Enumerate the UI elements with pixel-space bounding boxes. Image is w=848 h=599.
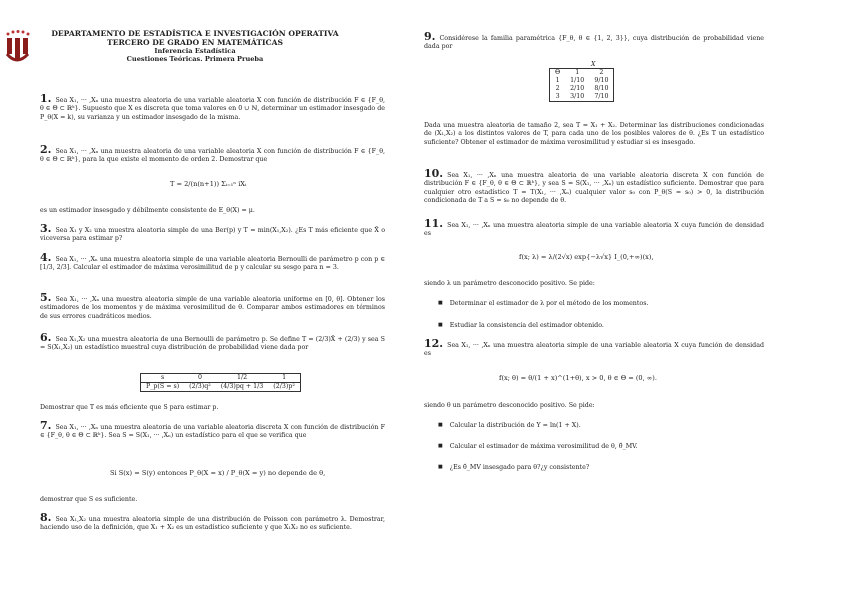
question-text: Dada una muestra aleatoria de tamaño 2, sea T = X₁ + X₂. Determinar las distribuciones condicionadas de (X₁,X₂) a los distintos valores de T, para cada uno de los posibles valores de θ. ¿Es T un estadístico suficiente? Obtener el estimador de máxima verosimilitud y estudiar si es insesgado. <box>424 122 764 146</box>
table-cell: 0 <box>197 374 202 381</box>
table-cell: 7/10 <box>594 93 609 100</box>
table-cell: 3 <box>555 93 560 100</box>
question-text: Sea X₁, ··· ,Xₙ una muestra aleatoria simple de una variable aleatoria X cuya función de densidad es <box>424 222 764 238</box>
question-text: Sea X₁ y X₂ una muestra aleatoria simple de una Ber(p) y T = min(X₁,X₂). ¿Es T más eficiente que X̄ o viceversa para estimar p? <box>40 227 385 243</box>
question-11 <box>424 217 764 239</box>
question-text: Sea X₁, ··· ,Xₙ una muestra aleatoria simple de una variable aleatoria Bernoulli de parámetro p con p ∈ [1/3, 2/3]. Calcular el estimador de máxima verosimilitud de p y calcular su sesgo para n = 3. <box>40 256 385 272</box>
table-cell: 9/10 <box>594 77 609 84</box>
table-cell: 1/10 <box>570 77 585 84</box>
question-6-conclusion <box>40 404 385 412</box>
question-text: Sea X₁, ··· ,Xₙ una muestra aleatoria simple de una variable aleatoria X cuya función de densidad es <box>424 342 764 358</box>
table-question-9 <box>549 68 614 102</box>
question-number: 8. <box>40 511 52 524</box>
question-text: Sea X₁, ··· ,Xₙ una muestra aleatoria de una variable aleatoria discreta X con función de distribución F ∈ {F_θ, θ ∈ Θ ⊂ ℝᵏ}. Sea S = S(X₁, ··· ,Xₙ) un estadístico para el que se verifica que <box>40 424 385 440</box>
equation-12: f(x; θ) = θ/(1 + x)^(1+θ), x > 0, θ ∈ Θ = (0, ∞). <box>499 374 657 382</box>
question-text: Sea X₁, ··· ,Xₙ una muestra aleatoria de una variable aleatoria X con función de distribución F ∈ {F_θ, θ ∈ Θ ⊂ ℝᵏ}. Supuesto que X es discreta que toma valores en 0 ∪ ℕ, determinar un estimador insesgado de P_θ(X = k), su varianza y un estimador insesgado de la misma. <box>40 97 385 121</box>
table-cell: (2/3)p² <box>273 383 295 390</box>
question-number: 2. <box>40 143 52 156</box>
equation-2: T = 2/(n(n+1)) Σᵢ₌₁ⁿ iXᵢ <box>170 180 247 188</box>
bullet-item: ■ Calcular la distribución de Y = ln(1 + X). <box>438 422 581 429</box>
question-number: 9. <box>424 30 436 43</box>
question-text: siendo θ un parámetro desconocido positivo. Se pide: <box>424 402 595 409</box>
bullet-item: ■ Estudiar la consistencia del estimador obtenido. <box>438 322 604 329</box>
question-text: Sea X₁,X₂ una muestra aleatoria simple de una distribución de Poisson con parámetro λ. Demostrar, haciendo uso de la definición, que X₁ + X₂ es un estadístico suficiente y que X₁X₂ no es suficiente. <box>40 516 385 532</box>
question-text: Considérese la familia paramétrica {F_θ, θ ∈ {1, 2, 3}}, cuya distribución de probabilidad viene dada por <box>424 35 764 51</box>
question-number: 5. <box>40 291 52 304</box>
header-degree: TERCERO DE GRADO EN MATEMÁTICAS <box>107 37 283 47</box>
header-subject: Inferencia Estadística <box>154 47 236 55</box>
question-7 <box>40 419 385 441</box>
table-cell: s <box>160 374 165 381</box>
question-2 <box>40 143 385 165</box>
question-number: 3. <box>40 222 52 235</box>
table-cell: Θ <box>555 69 561 76</box>
table-cell: 1 <box>575 69 580 76</box>
question-number: 11. <box>424 217 444 230</box>
question-12 <box>424 337 764 359</box>
table-cell: 2 <box>599 69 604 76</box>
question-number: 4. <box>40 251 52 264</box>
question-text: Sea X₁,X₂ una muestra aleatoria de una Bernoulli de parámetro p. Se define T = (2/3)X̄ + (2/3) y sea S = S(X₁,X₂) un estadístico muestral cuya distribución de probabilidad viene dada por <box>40 336 385 352</box>
question-number: 7. <box>40 419 52 432</box>
question-10 <box>424 167 764 205</box>
question-text: siendo λ un parámetro desconocido positivo. Se pide: <box>424 280 595 287</box>
table-cell: P_p(S = s) <box>146 383 180 390</box>
question-text: Sea X₁, ··· ,Xₙ una muestra aleatoria de una variable aleatoria discreta X con función de distribución F ∈ {F_θ, θ ∈ Θ ⊂ ℝᵏ}, y sea S = S(X₁, ··· ,Xₙ) un estadístico suficiente. Demostrar que para cualquier otro estadístico T = T(X₁, ··· ,Xₙ) cualquier valor s₀ con P_θ(S = s₀) > 0, la distribución condicionada de T a S = s₀ no depende de θ. <box>424 172 764 204</box>
question-5 <box>40 291 385 321</box>
question-number: 1. <box>40 92 52 105</box>
question-text: Sea X₁, ··· ,Xₙ una muestra aleatoria de una variable aleatoria X con función de distribución F ∈ {F_θ, θ ∈ Θ ⊂ ℝᵏ}, para la que existe el momento de orden 2. Demostrar que <box>40 148 385 164</box>
question-text: demostrar que S es suficiente. <box>40 496 138 503</box>
bullet-item: ■ ¿Es θ̂_MV insesgado para θ?¿y consistente? <box>438 464 589 471</box>
table-cell: (4/3)pq + 1/3 <box>220 383 264 390</box>
question-11-ask <box>424 280 764 288</box>
bullet-item: ■ Determinar el estimador de λ por el método de los momentos. <box>438 300 648 307</box>
table-cell: 8/10 <box>594 85 609 92</box>
question-2-conclusion <box>40 207 385 215</box>
question-text: Sea X₁, ··· ,Xₙ una muestra aleatoria simple de una variable aleatoria uniforme en [0, θ]. Obtener los estimadores de los momentos y de máxima verosimilitud de θ. Comparar ambos estimadores en términos de sus errores cuadráticos medios. <box>40 296 385 320</box>
table-cell: 2 <box>555 85 560 92</box>
question-number: 6. <box>40 331 52 344</box>
question-number: 10. <box>424 167 444 180</box>
table-cell: 2/10 <box>570 85 585 92</box>
question-text: Demostrar que T es más eficiente que S para estimar p. <box>40 404 219 411</box>
header-department: DEPARTAMENTO DE ESTADÍSTICA E INVESTIGACIÓN OPERATIVA <box>51 29 339 38</box>
bullet-item: ■ Calcular el estimador de máxima verosimilitud de θ, θ̂_MV. <box>438 443 638 450</box>
table-cell: 1 <box>555 77 560 84</box>
table-cell: (2/3)q² <box>189 383 211 390</box>
question-4 <box>40 251 385 273</box>
question-9-continuation <box>424 122 764 147</box>
equation-11: f(x; λ) = λ/(2√x) exp{−λ√x} I_(0,+∞)(x), <box>519 253 654 261</box>
table-question-9-header: X <box>591 61 596 68</box>
header-exam: Cuestiones Teóricas. Primera Prueba <box>126 55 264 63</box>
question-12-ask <box>424 402 764 410</box>
question-7-conclusion <box>40 496 385 504</box>
question-3 <box>40 222 385 244</box>
question-6 <box>40 331 385 353</box>
question-8 <box>40 511 385 533</box>
table-cell: 3/10 <box>570 93 585 100</box>
table-question-6 <box>140 373 301 392</box>
question-9 <box>424 30 764 52</box>
question-number: 12. <box>424 337 444 350</box>
table-cell: 1/2 <box>236 374 248 381</box>
document-header <box>30 30 360 63</box>
table-cell: 1 <box>282 374 287 381</box>
question-text: es un estimador insesgado y débilmente consistente de E_θ(X) = μ. <box>40 207 255 214</box>
question-1 <box>40 92 385 122</box>
equation-7: Si S(x) = S(y) entonces P_θ(X = x) / P_θ(X = y) no depende de θ, <box>110 469 326 477</box>
